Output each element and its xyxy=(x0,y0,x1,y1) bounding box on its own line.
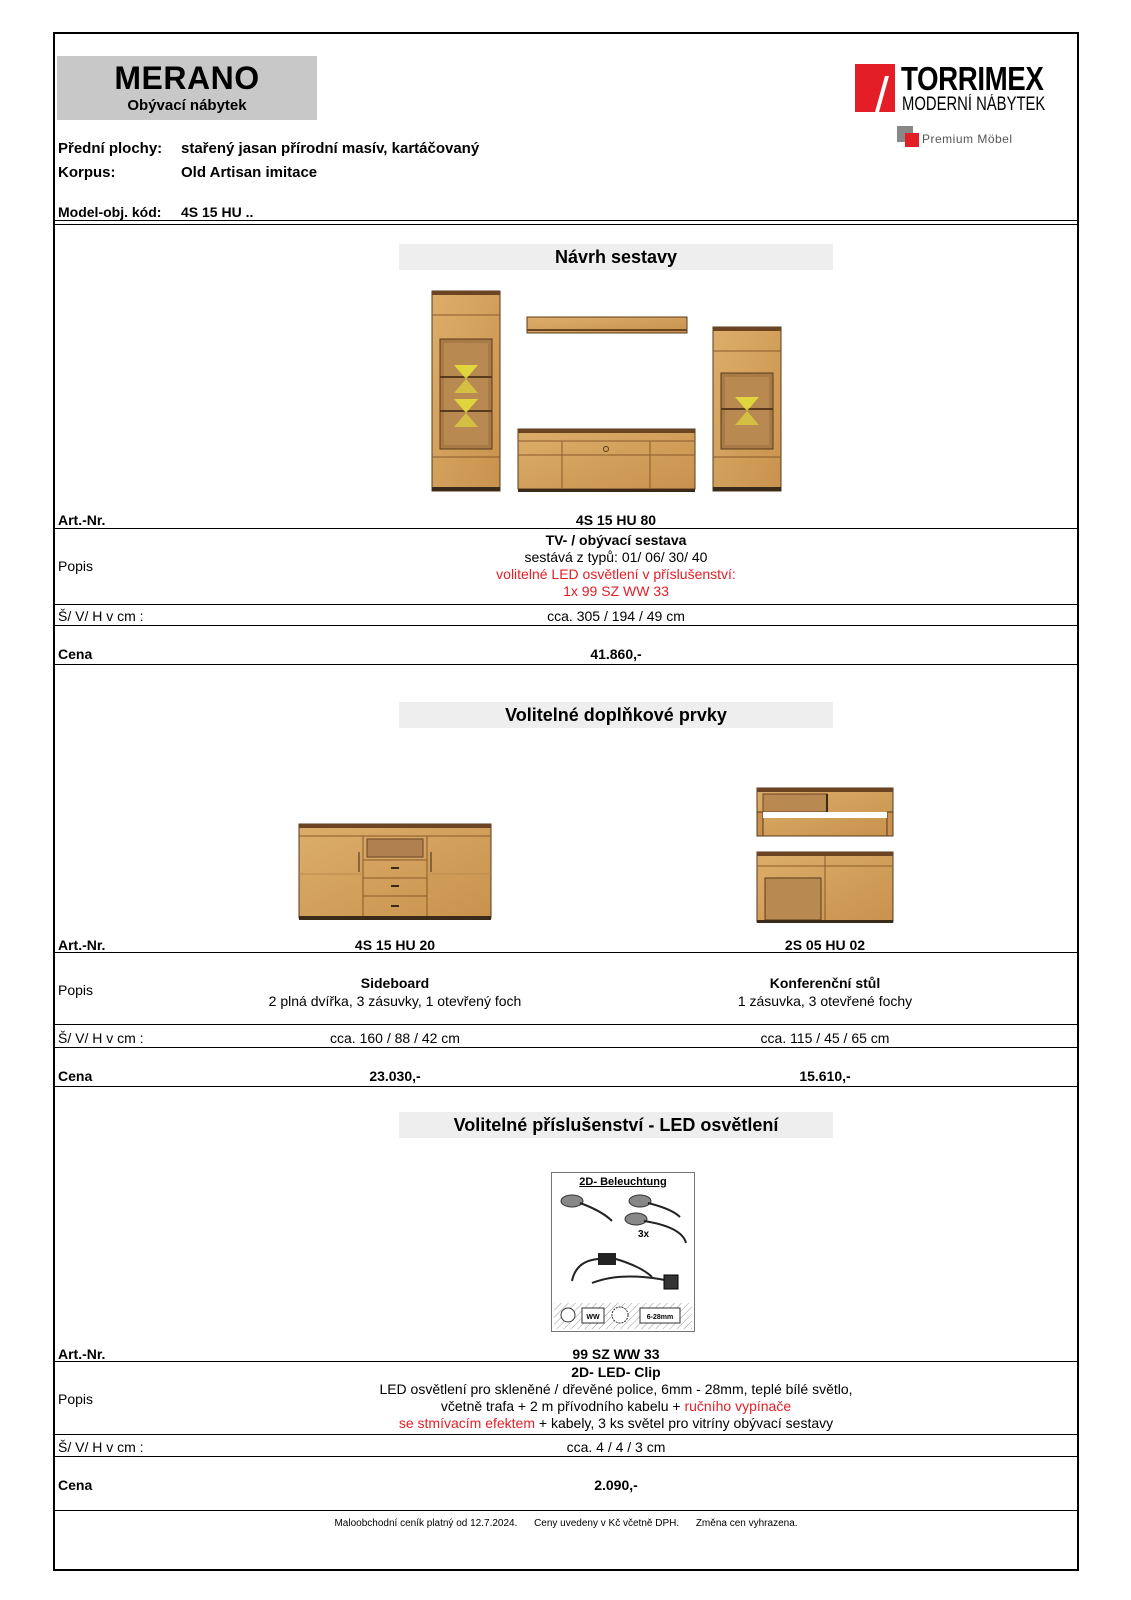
body-label: Korpus: xyxy=(58,164,116,181)
description-block xyxy=(625,974,1025,1010)
desc-title: 2D- LED- Clip xyxy=(571,1364,661,1380)
desc-text: včetně trafa + 2 m přívodního kabelu + xyxy=(440,1398,685,1414)
art-label: Art.-Nr. xyxy=(58,1346,106,1362)
divider xyxy=(55,1361,1077,1362)
description-block xyxy=(195,974,595,1010)
footer xyxy=(55,1518,1077,1529)
body-value: Old Artisan imitace xyxy=(181,164,318,181)
divider xyxy=(55,604,1077,605)
art-value: 99 SZ WW 33 xyxy=(572,1346,660,1362)
page-subtitle: Obývací nábytek xyxy=(127,97,247,114)
art-value: 2S 05 HU 02 xyxy=(784,937,866,953)
desc-text-highlight: se stmívacím efektem xyxy=(398,1415,535,1431)
price-value: 2.090,- xyxy=(594,1477,638,1493)
desc-line xyxy=(255,1415,977,1432)
art-value: 4S 15 HU 80 xyxy=(575,512,657,528)
divider xyxy=(55,625,1077,626)
divider xyxy=(55,1456,1077,1457)
premium-text: Premium Möbel xyxy=(922,132,1013,146)
art-label: Art.-Nr. xyxy=(58,512,106,528)
led-image-caption: 2D- Beleuchtung xyxy=(579,1176,667,1188)
brand-name: TORRIMEX xyxy=(901,60,1044,97)
footer-vat: Ceny uvedeny v Kč včetně DPH. xyxy=(534,1518,680,1529)
price-label: Cena xyxy=(58,1477,93,1493)
desc-label: Popis xyxy=(58,558,94,574)
desc-label: Popis xyxy=(58,1391,94,1407)
dim-value: cca. 115 / 45 / 65 cm xyxy=(760,1030,890,1046)
price-value: 41.860,- xyxy=(590,646,642,662)
led-clip-set-icon xyxy=(552,1191,694,1299)
coffee-table-illustration xyxy=(755,786,895,924)
sideboard-icon xyxy=(297,822,493,922)
page-title: MERANO xyxy=(114,60,260,96)
desc-title: TV- / obývací sestava xyxy=(545,532,687,548)
art-label: Art.-Nr. xyxy=(58,937,106,953)
desc-title: Konferenční stůl xyxy=(769,975,881,991)
wall-unit-illustration xyxy=(430,289,784,494)
divider xyxy=(55,1047,1077,1048)
desc-line: 1x 99 SZ WW 33 xyxy=(563,583,669,599)
dim-value: cca. 4 / 4 / 3 cm xyxy=(566,1439,666,1455)
price-value: 15.610,- xyxy=(799,1068,851,1084)
divider xyxy=(55,952,1077,953)
coffee-table-icon xyxy=(755,786,895,924)
desc-line: LED osvětlení pro skleněné / dřevěné police, 6mm - 28mm, teplé bílé světlo, xyxy=(379,1381,853,1397)
desc-label: Popis xyxy=(58,982,94,998)
footer-disclaimer: Změna cen vyhrazena. xyxy=(695,1518,798,1529)
furniture-set-icon xyxy=(430,289,784,494)
divider xyxy=(55,1024,1077,1025)
section-heading: Volitelné doplňkové prvky xyxy=(399,702,833,728)
divider xyxy=(55,664,1077,665)
desc-text: + kabely, 3 ks světel pro vitríny obývací sestavy xyxy=(535,1415,834,1431)
divider xyxy=(55,1434,1077,1435)
price-label: Cena xyxy=(58,646,93,662)
led-spec-strip-icon xyxy=(554,1303,692,1329)
price-sheet xyxy=(53,32,1079,1571)
description-block xyxy=(255,1364,977,1432)
desc-line xyxy=(255,1398,977,1415)
range-label: 6-28mm xyxy=(646,1314,674,1321)
desc-line: 1 zásuvka, 3 otevřené fochy xyxy=(737,993,913,1009)
front-value: stařený jasan přírodní masív, kartáčovaný xyxy=(181,140,480,157)
model-label: Model-obj. kód: xyxy=(58,204,162,220)
dim-label: Š/ V/ H v cm : xyxy=(58,1439,144,1455)
divider xyxy=(55,1510,1077,1511)
brand-logo xyxy=(855,60,1055,120)
dim-label: Š/ V/ H v cm : xyxy=(58,1030,144,1046)
sideboard-illustration xyxy=(297,822,493,922)
desc-line: volitelné LED osvětlení v příslušenství: xyxy=(496,566,736,582)
art-value: 4S 15 HU 20 xyxy=(354,937,436,953)
price-value: 23.030,- xyxy=(369,1068,421,1084)
footer-validity: Maloobchodní ceník platný od 12.7.2024. xyxy=(334,1518,518,1529)
section-heading: Návrh sestavy xyxy=(399,244,833,270)
divider xyxy=(55,1086,1077,1087)
divider xyxy=(55,220,1077,225)
brand-subtitle: MODERNÍ NÁBYTEK xyxy=(902,94,1046,115)
desc-line: 2 plná dvířka, 3 zásuvky, 1 otevřený foch xyxy=(268,993,522,1009)
description-block xyxy=(315,532,917,600)
desc-text-highlight: ručního vypínače xyxy=(684,1398,792,1414)
front-label: Přední plochy: xyxy=(58,140,163,157)
qty-label: 3x xyxy=(638,1229,650,1240)
dim-label: Š/ V/ H v cm : xyxy=(58,608,144,624)
dim-value: cca. 160 / 88 / 42 cm xyxy=(330,1030,460,1046)
price-label: Cena xyxy=(58,1068,93,1084)
dim-value: cca. 305 / 194 / 49 cm xyxy=(547,608,685,624)
desc-line: sestává z typů: 01/ 06/ 30/ 40 xyxy=(524,549,708,565)
desc-title: Sideboard xyxy=(360,975,430,991)
led-product-image xyxy=(551,1172,695,1332)
section-heading: Volitelné příslušenství - LED osvětlení xyxy=(399,1112,833,1138)
divider xyxy=(55,528,1077,529)
model-value: 4S 15 HU .. xyxy=(181,204,254,220)
ww-label: WW xyxy=(586,1314,600,1321)
title-box xyxy=(57,56,317,120)
